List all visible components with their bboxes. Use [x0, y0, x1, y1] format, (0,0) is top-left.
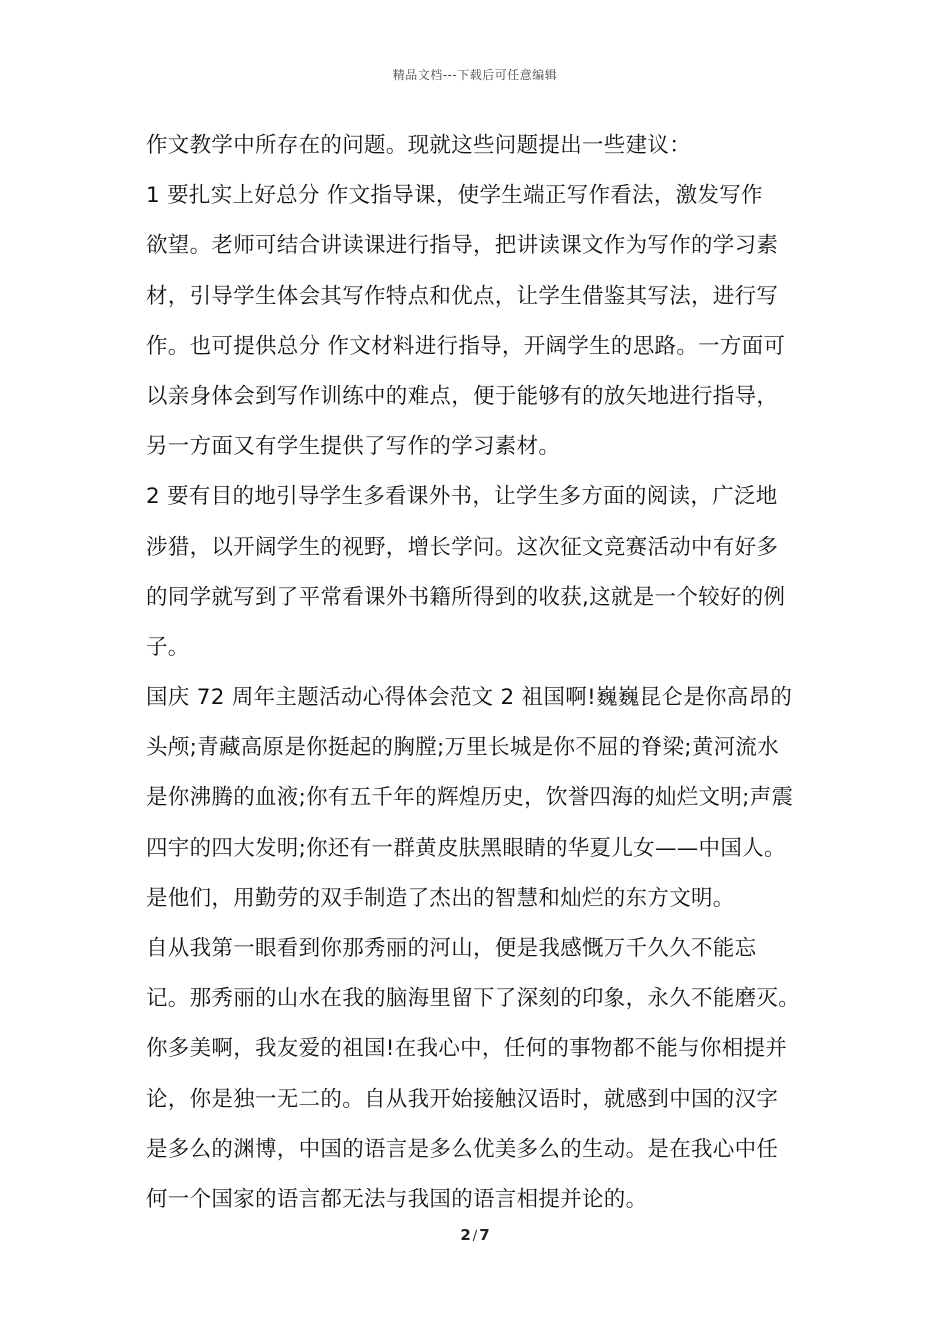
- body-line: 头颅;青藏高原是你挺起的胸膛;万里长城是你不屈的脊梁;黄河流水: [146, 735, 780, 761]
- body-line: 材，引导学生体会其写作特点和优点，让学生借鉴其写法，进行写: [146, 283, 779, 309]
- current-page-number: 2: [460, 1226, 471, 1244]
- body-line: 2 要有目的地引导学生多看课外书，让学生多方面的阅读，广泛地: [146, 484, 778, 510]
- body-line: 欲望。老师可结合讲读课进行指导，把讲读课文作为写作的学习素: [146, 233, 779, 259]
- document-body: [146, 128, 818, 1232]
- body-line: 1 要扎实上好总分 作文指导课，使学生端正写作看法，激发写作: [146, 183, 763, 209]
- body-line: 是他们，用勤劳的双手制造了杰出的智慧和灿烂的东方文明。: [146, 885, 735, 911]
- page-number: [0, 1226, 950, 1244]
- body-line: 自从我第一眼看到你那秀丽的河山，便是我感慨万千久久不能忘: [146, 936, 757, 961]
- body-line: 的同学就写到了平常看课外书籍所得到的收获,这就是一个较好的例: [146, 584, 786, 610]
- body-line: 作文教学中所存在的问题。现就这些问题提出一些建议：: [146, 133, 692, 158]
- page-separator: /: [472, 1229, 478, 1244]
- body-line: 以亲身体会到写作训练中的难点，便于能够有的放矢地进行指导，: [146, 383, 779, 409]
- body-line: 子。: [146, 634, 190, 660]
- body-line: 四宇的四大发明;你还有一群黄皮肤黑眼睛的华夏儿女——中国人。: [146, 835, 786, 861]
- total-pages-number: 7: [479, 1226, 490, 1244]
- page-header: 精品文档---下载后可任意编辑: [392, 68, 558, 82]
- body-line: 是你沸腾的血液;你有五千年的辉煌历史，饮誉四海的灿烂文明;声震: [146, 785, 794, 811]
- body-line: 你多美啊，我友爱的祖国!在我心中，任何的事物都不能与你相提并: [146, 1036, 788, 1062]
- body-line: 记。那秀丽的山水在我的脑海里留下了深刻的印象，永久不能磨灭。: [146, 986, 801, 1012]
- body-line: 涉猎，以开阔学生的视野，增长学问。这次征文竞赛活动中有好多: [146, 534, 779, 560]
- body-line: 论，你是独一无二的。自从我开始接触汉语时，就感到中国的汉字: [146, 1086, 779, 1112]
- body-line: 何一个国家的语言都无法与我国的语言相提并论的。: [146, 1186, 648, 1212]
- body-line: 作。也可提供总分 作文材料进行指导，开阔学生的思路。一方面可: [146, 333, 786, 359]
- body-line: 另一方面又有学生提供了写作的学习素材。: [146, 434, 561, 460]
- body-line: 是多么的渊博，中国的语言是多么优美多么的生动。是在我心中任: [146, 1136, 779, 1162]
- body-line: 国庆 72 周年主题活动心得体会范文 2 祖国啊!巍巍昆仑是你高昂的: [146, 685, 793, 711]
